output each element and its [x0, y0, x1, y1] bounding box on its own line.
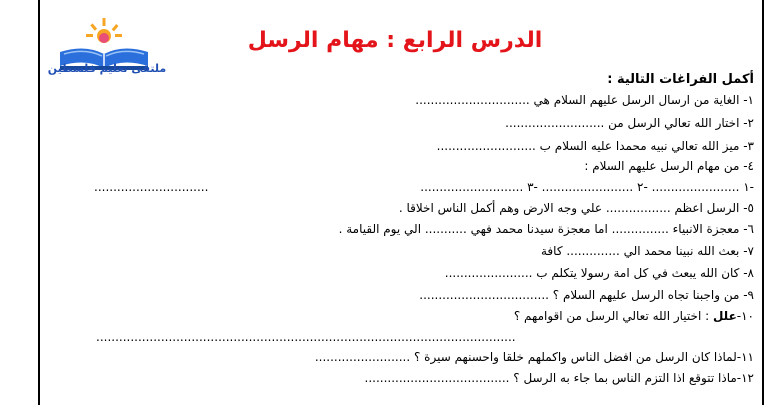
- list-item: ٩- من واجبنا تجاه الرسل عليهم السلام ؟ ..................................: [419, 288, 754, 302]
- list-item: [514, 309, 754, 323]
- list-item: ٣- ميز الله تعالي نبيه محمدا عليه السلام ب ..........................: [436, 139, 754, 153]
- instructions-heading: أكمل الفراغات التالية :: [607, 72, 754, 87]
- list-item: ١٢-ماذا تتوقع اذا التزم الناس بما جاء به الرسل ؟ ......................................: [364, 371, 754, 385]
- item-keyword: علل: [712, 309, 737, 323]
- page-title: الدرس الرابع : مهام الرسل: [247, 28, 543, 53]
- item-number: ١٠-: [736, 309, 754, 323]
- list-item: ١- الغاية من ارسال الرسل عليهم السلام هي ..............................: [415, 93, 754, 107]
- list-item: ٤- من مهام الرسل عليهم السلام :: [584, 159, 754, 173]
- list-item: ٥- الرسل اعظم ................. علي وجه الارض وهم أكمل الناس اخلاقا .: [398, 201, 754, 215]
- fill-blank: ..............................: [94, 180, 209, 194]
- list-item: ٦- معجزة الانبياء ............... اما معجزة سيدنا محمد فهي ........... الي يوم القيامة .: [338, 222, 754, 236]
- fill-blank: ..............................................................................................................: [96, 330, 516, 344]
- list-item: -١ ....................... -٢ ........................ -٣ ...........................: [420, 180, 754, 194]
- list-item: ١١-لماذا كان الرسل من افضل الناس واكملهم خلقا واحسنهم سيرة ؟ .........................: [314, 350, 754, 364]
- logo-text: ملتقى تعليم فلسطين: [47, 62, 167, 75]
- list-item: ٧- بعث الله نبينا محمد الي .............. كافة: [541, 244, 754, 258]
- list-item: ٨- كان الله يبعث في كل امة رسولا يتكلم ب .......................: [444, 266, 754, 280]
- item-text: : اختيار الله تعالي الرسل من اقوامهم ؟: [513, 309, 713, 323]
- list-item: ٢- اختار الله تعالي الرسل من ..........................: [505, 116, 754, 130]
